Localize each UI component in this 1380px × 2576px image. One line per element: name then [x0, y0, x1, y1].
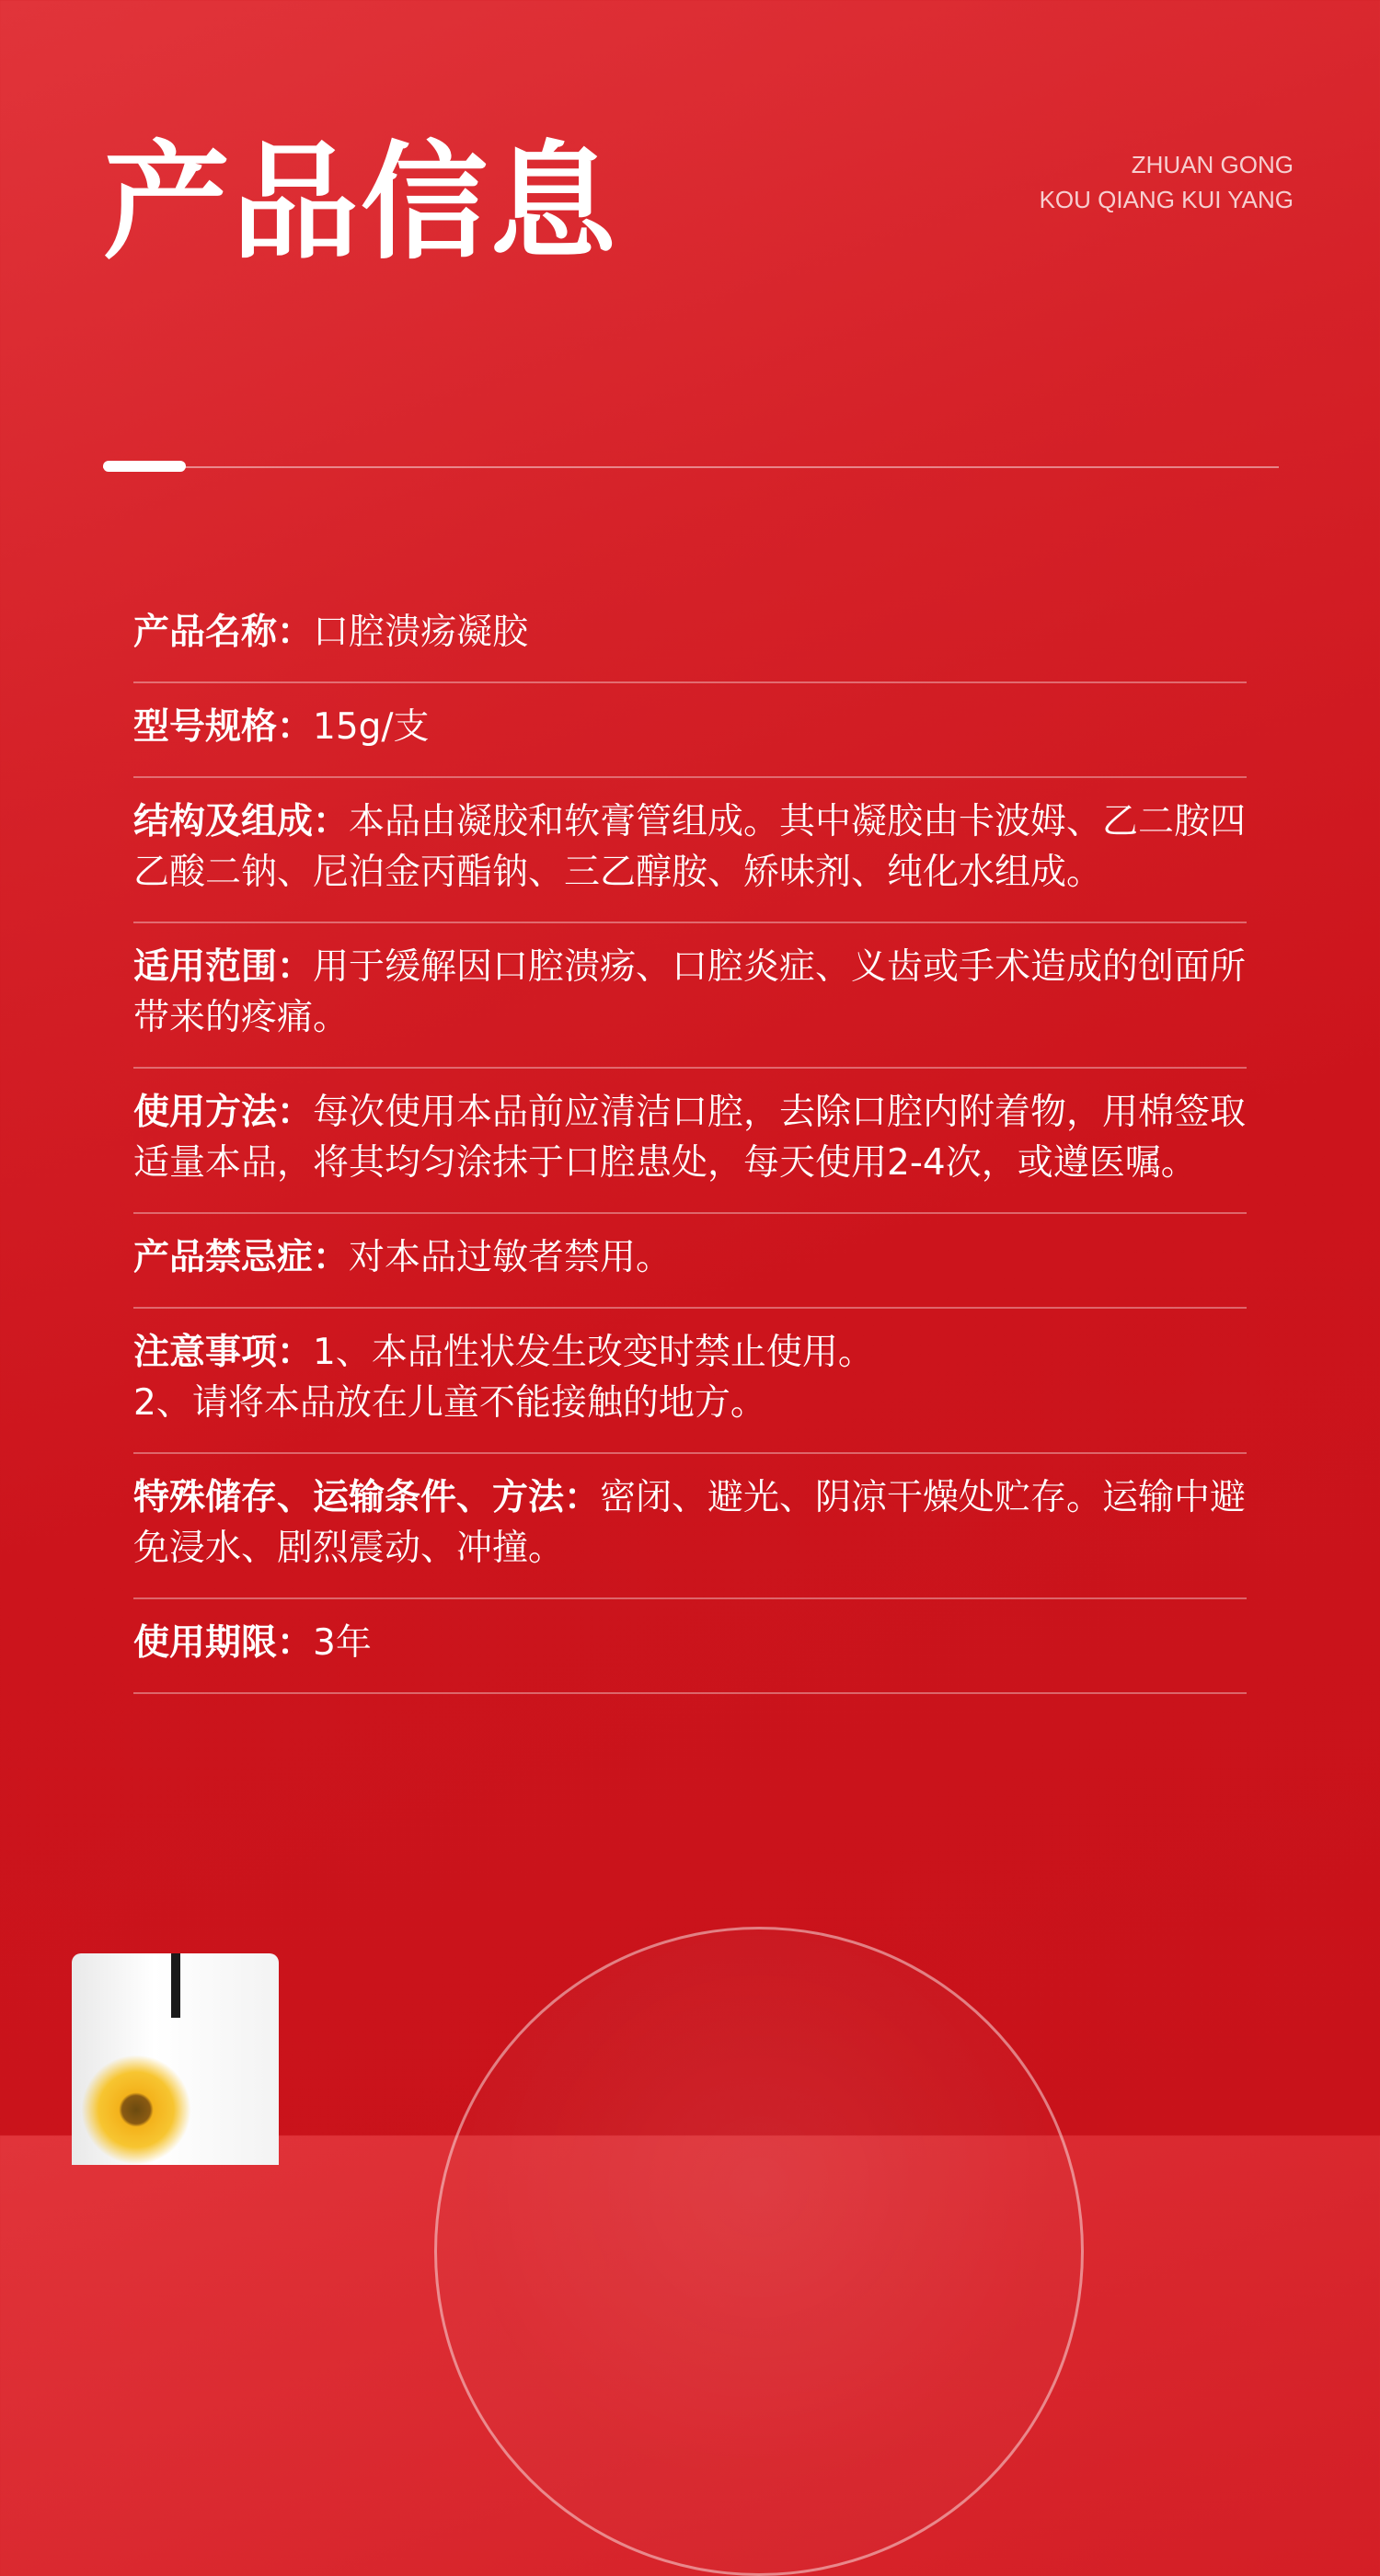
info-label: 注意事项：: [133, 1332, 314, 1373]
brand-en-line-1: ZHUAN GONG: [1131, 151, 1294, 178]
info-value: 对本品过敏者禁用。: [349, 1237, 673, 1278]
info-value: 密闭、避光、阴凉干燥处贮存。运输中避免浸水、剧烈震动、冲撞。: [133, 1477, 1247, 1569]
info-value: 本品由凝胶和软膏管组成。其中凝胶由卡波姆、乙二胺四乙酸二钠、尼泊金丙酯钠、三乙醇胺、矫味剂、纯化水组成。: [133, 801, 1247, 893]
info-label: 使用期限：: [133, 1622, 314, 1664]
info-label: 型号规格：: [133, 706, 314, 748]
product-info-list: [133, 589, 1247, 1694]
info-value: 每次使用本品前应清洁口腔，去除口腔内附着物，用棉签取适量本品，将其均匀涂抹于口腔患处，每天使用2-4次，或遵医嘱。: [133, 1092, 1247, 1184]
info-row-spec: [133, 683, 1247, 778]
info-row-precautions: [133, 1309, 1247, 1454]
info-value: 1、本品性状发生改变时禁止使用。: [313, 1332, 874, 1373]
info-row-composition: [133, 778, 1247, 923]
brand-english-text: [1040, 147, 1294, 217]
info-row-storage: [133, 1454, 1247, 1599]
info-label: 使用方法：: [133, 1092, 314, 1133]
info-label: 产品禁忌症：: [133, 1237, 350, 1278]
product-tube-image: [72, 1953, 279, 2165]
info-row-product-name: [133, 589, 1247, 683]
info-label: 特殊储存、运输条件、方法：: [133, 1477, 601, 1518]
glass-dish-image: [434, 1927, 1084, 2576]
info-value: 3年: [313, 1622, 372, 1664]
info-value-line-2: 2、请将本品放在儿童不能接触的地方。: [133, 1382, 766, 1424]
sunflower-graphic: [81, 2055, 191, 2165]
info-label: 产品名称：: [133, 612, 314, 653]
info-row-scope: [133, 923, 1247, 1069]
info-row-shelf-life: [133, 1599, 1247, 1694]
info-value: 用于缓解因口腔溃疡、口腔炎症、义齿或手术造成的创面所带来的疼痛。: [133, 946, 1247, 1038]
divider-accent: [103, 461, 186, 472]
tube-stripe: [171, 1953, 180, 2018]
info-label: 适用范围：: [133, 946, 314, 988]
header-divider: [103, 466, 1279, 468]
page-title: 产品信息: [103, 129, 619, 277]
info-value: 口腔溃疡凝胶: [313, 612, 529, 653]
info-value: 15g/支: [313, 706, 430, 748]
brand-en-line-2: KOU QIANG KUI YANG: [1039, 186, 1294, 213]
info-label: 结构及组成：: [133, 801, 350, 842]
info-row-contraindication: [133, 1214, 1247, 1309]
info-row-usage: [133, 1069, 1247, 1214]
